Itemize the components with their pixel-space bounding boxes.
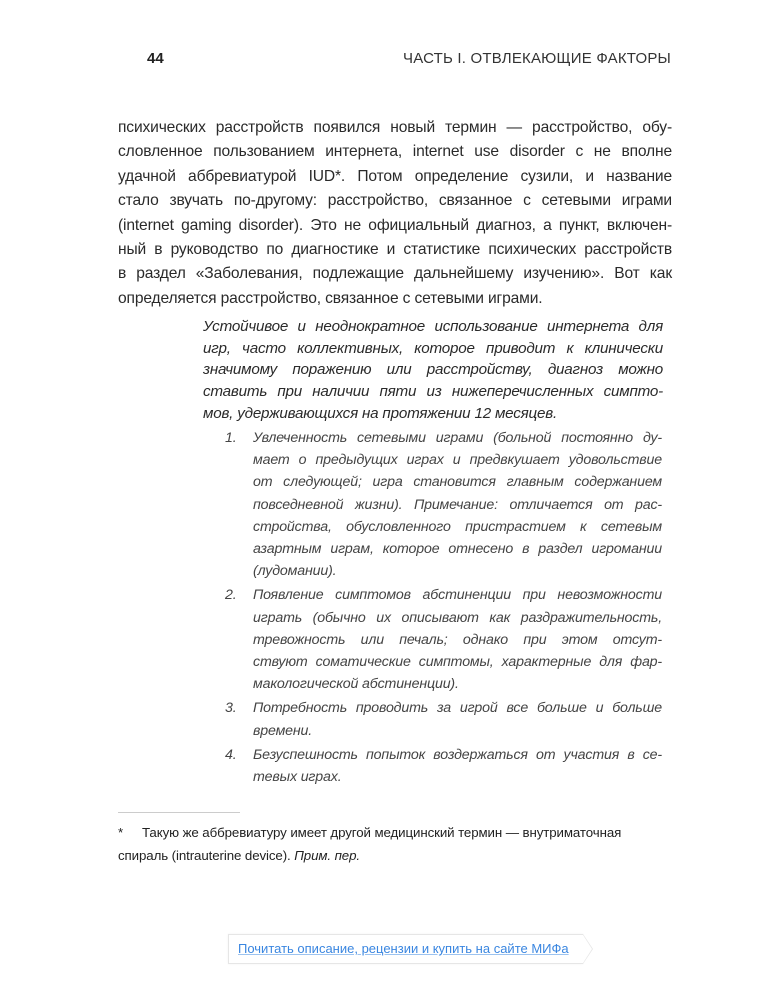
list-line: Увлеченность сетевыми играми (больной постоянно ду-	[253, 430, 662, 446]
list-line: (лудомании).	[253, 563, 337, 580]
footnote-divider	[118, 812, 240, 813]
block-quote	[203, 316, 663, 425]
body-line: ный в руководство по диагностике и статистике психических расстройств	[118, 241, 672, 259]
list-line: ствуют соматические симптомы, характерные для фар-	[253, 654, 662, 671]
list-line: играть (обычно их описывают как раздражительность,	[253, 609, 662, 626]
body-line: удачной аббревиатурой IUD*. Потом определение сузили, и название	[118, 167, 672, 185]
list-line: азартным играм, которое отнесено в раздел игромании	[253, 541, 662, 558]
list-line: от следующей; игра становится главным содержанием	[253, 474, 662, 491]
list-line: тревожность или печаль; однако при этом отсут-	[253, 631, 662, 648]
list-item	[225, 584, 665, 695]
footnote	[118, 821, 674, 867]
translator-note: Прим. пер.	[294, 848, 360, 863]
list-line: стройства, обусловленного пристрастием к сетевым	[253, 518, 662, 535]
list-number: 3.	[225, 700, 237, 717]
list-line: Потребность проводить за игрой все больше и больше	[253, 700, 662, 717]
quote-line: ставить при наличии пяти из нижеперечисленных симпто-	[203, 383, 663, 401]
list-number: 2.	[225, 587, 237, 604]
body-line: (internet gaming disorder). Это не официальный диагноз, а пункт, включен-	[118, 216, 672, 234]
list-number: 1.	[225, 430, 237, 446]
list-item	[225, 427, 665, 582]
list-number: 4.	[225, 746, 237, 763]
footnote-text: спираль (intrauterine device).	[118, 848, 291, 863]
body-line: в раздел «Заболевания, подлежащие дальнейшему изучению». Вот как	[118, 265, 672, 283]
quote-line: мов, удерживающихся на протяжении 12 месяцев.	[203, 404, 558, 422]
quote-line: значимому поражению или расстройству, диагноз можно	[203, 361, 663, 379]
list-item	[225, 744, 665, 788]
list-line: повседневной жизни). Примечание: отличается от рас-	[253, 496, 662, 513]
quote-line: игр, часто коллективных, которое приводит к клинически	[203, 339, 663, 357]
list-line: тевых играх.	[253, 769, 342, 786]
quote-line: Устойчивое и неоднократное использование интернета для	[203, 318, 663, 335]
body-line: психических расстройств появился новый термин — расстройство, обу-	[118, 119, 672, 136]
list-line: макологической абстиненции).	[253, 676, 459, 693]
body-line: стало звучать по-другому: расстройство, связанное с сетевыми играми	[118, 192, 672, 210]
promo-link-box	[228, 934, 583, 964]
footnote-text: Такую же аббревиатуру имеет другой медицинский термин — внутриматочная	[142, 825, 622, 840]
page-number: 44	[147, 50, 164, 67]
footnote-mark: *	[118, 825, 124, 840]
symptom-list	[225, 427, 665, 790]
list-line: времени.	[253, 722, 313, 739]
list-line: мает о предыдущих играх и предвкушает удовольствие	[253, 452, 662, 469]
running-title: ЧАСТЬ I. ОТВЛЕКАЮЩИЕ ФАКТОРЫ	[403, 50, 671, 67]
body-paragraph	[118, 116, 672, 311]
list-line: Появление симптомов абстиненции при невозможности	[253, 587, 662, 604]
promo-link[interactable]: Почитать описание, рецензии и купить на сайте МИФа	[238, 941, 569, 956]
list-item	[225, 697, 665, 741]
body-line: словленное пользованием интернета, internet use disorder с не вполне	[118, 143, 672, 161]
list-line: Безуспешность попыток воздержаться от участия в се-	[253, 746, 662, 763]
body-line: определяется расстройство, связанное с сетевыми играми.	[118, 289, 543, 307]
